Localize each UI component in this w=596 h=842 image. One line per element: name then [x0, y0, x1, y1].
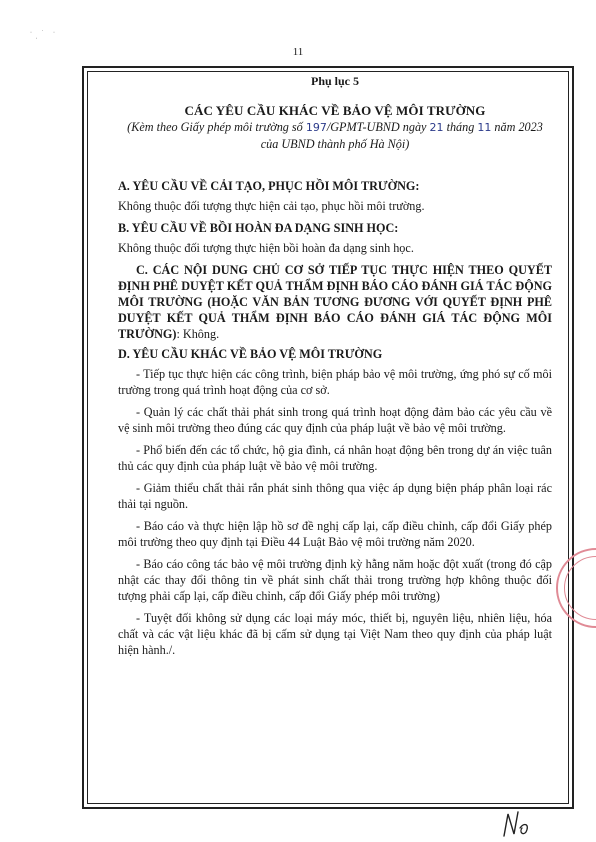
page-number: 11: [292, 46, 304, 58]
section-d-item-1: - Tiếp tục thực hiện các công trình, biện pháp bảo vệ môi trường, ứng phó sự cố môi trường trong quá trình hoạt động của cơ sở.: [118, 367, 552, 397]
document-subtitle: [118, 119, 552, 136]
section-c-answer: : Không.: [176, 327, 220, 341]
subtitle-middle: /GPMT-UBND ngày: [326, 120, 430, 134]
subtitle-month-prefix: tháng: [443, 120, 478, 134]
section-a-heading: A. YÊU CẦU VỀ CẢI TẠO, PHỤC HỒI MÔI TRƯỜNG:: [118, 179, 420, 193]
day-handwritten: 21: [429, 121, 444, 134]
permit-number-handwritten: 197: [305, 121, 327, 134]
document-subtitle-line2: của UBND thành phố Hà Nội): [260, 137, 410, 151]
subtitle-prefix: (Kèm theo Giấy phép môi trường số: [127, 120, 306, 134]
section-d-item-4: - Giảm thiểu chất thải rắn phát sinh thông qua việc áp dụng biện pháp phân loại rác thải tại nguồn.: [118, 481, 552, 511]
section-d-heading: D. YÊU CẦU KHÁC VỀ BẢO VỆ MÔI TRƯỜNG: [118, 347, 383, 361]
section-c-heading-text: C. CÁC NỘI DUNG CHỦ CƠ SỞ TIẾP TỤC THỰC HIỆN THEO QUYẾT ĐỊNH PHÊ DUYỆT KẾT QUẢ THẨM ĐỊNH BÁO CÁO ĐÁNH GIÁ TÁC ĐỘNG MÔI TRƯỜNG (HOẶC VĂN BẢN TƯƠNG ĐƯƠNG VỚI QUYẾT ĐỊNH PHÊ DUYỆT KẾT QUẢ THẨM ĐỊNH BÁO CÁO ĐÁNH GIÁ TÁC ĐỘNG MÔI TRƯỜNG): [118, 263, 552, 341]
month-handwritten: 11: [477, 121, 492, 134]
section-d-item-7: - Tuyệt đối không sử dụng các loại máy móc, thiết bị, nguyên liệu, nhiên liệu, hóa chất và các vật liệu khác đã bị cấm sử dụng tại Việt Nam theo quy định của pháp luật hiện hành./.: [118, 611, 552, 657]
subtitle-suffix: năm 2023: [491, 120, 543, 134]
section-d-item-6: - Báo cáo công tác bảo vệ môi trường định kỳ hằng năm hoặc đột xuất (trong đó cập nhật các thay đổi thông tin về phát sinh chất thải trong trường hợp không thuộc đối tượng phải cấp lại, cấp điều chỉnh, cấp đổi Giấy phép môi trường): [118, 557, 552, 603]
handwritten-initials: [498, 806, 538, 840]
section-d-item-5: - Báo cáo và thực hiện lập hồ sơ đề nghị cấp lại, cấp điều chỉnh, cấp đổi Giấy phép môi trường theo quy định tại Điều 44 Luật Bảo vệ môi trường năm 2020.: [118, 519, 552, 549]
section-a-text: Không thuộc đối tượng thực hiện cải tạo, phục hồi môi trường.: [118, 199, 425, 213]
section-b-text: Không thuộc đối tượng thực hiện bồi hoàn đa dạng sinh học.: [118, 241, 414, 255]
section-d-item-3: - Phổ biến đến các tổ chức, hộ gia đình, cá nhân hoạt động bên trong dự án việc tuân thủ các quy định của pháp luật về bảo vệ môi trường.: [118, 443, 552, 473]
section-c-heading: [118, 262, 552, 342]
document-body: [118, 73, 552, 664]
section-d-item-2: - Quản lý các chất thải phát sinh trong quá trình hoạt động đảm bảo các yêu cầu về vệ sinh môi trường theo đúng các quy định của pháp luật về bảo vệ môi trường.: [118, 405, 552, 435]
scan-specks: · ˙ · ·: [30, 30, 59, 42]
document-title: CÁC YÊU CẦU KHÁC VỀ BẢO VỆ MÔI TRƯỜNG: [184, 103, 486, 118]
section-b-heading: B. YÊU CẦU VỀ BỒI HOÀN ĐA DẠNG SINH HỌC:: [118, 221, 399, 235]
appendix-label: Phụ lục 5: [310, 74, 359, 88]
